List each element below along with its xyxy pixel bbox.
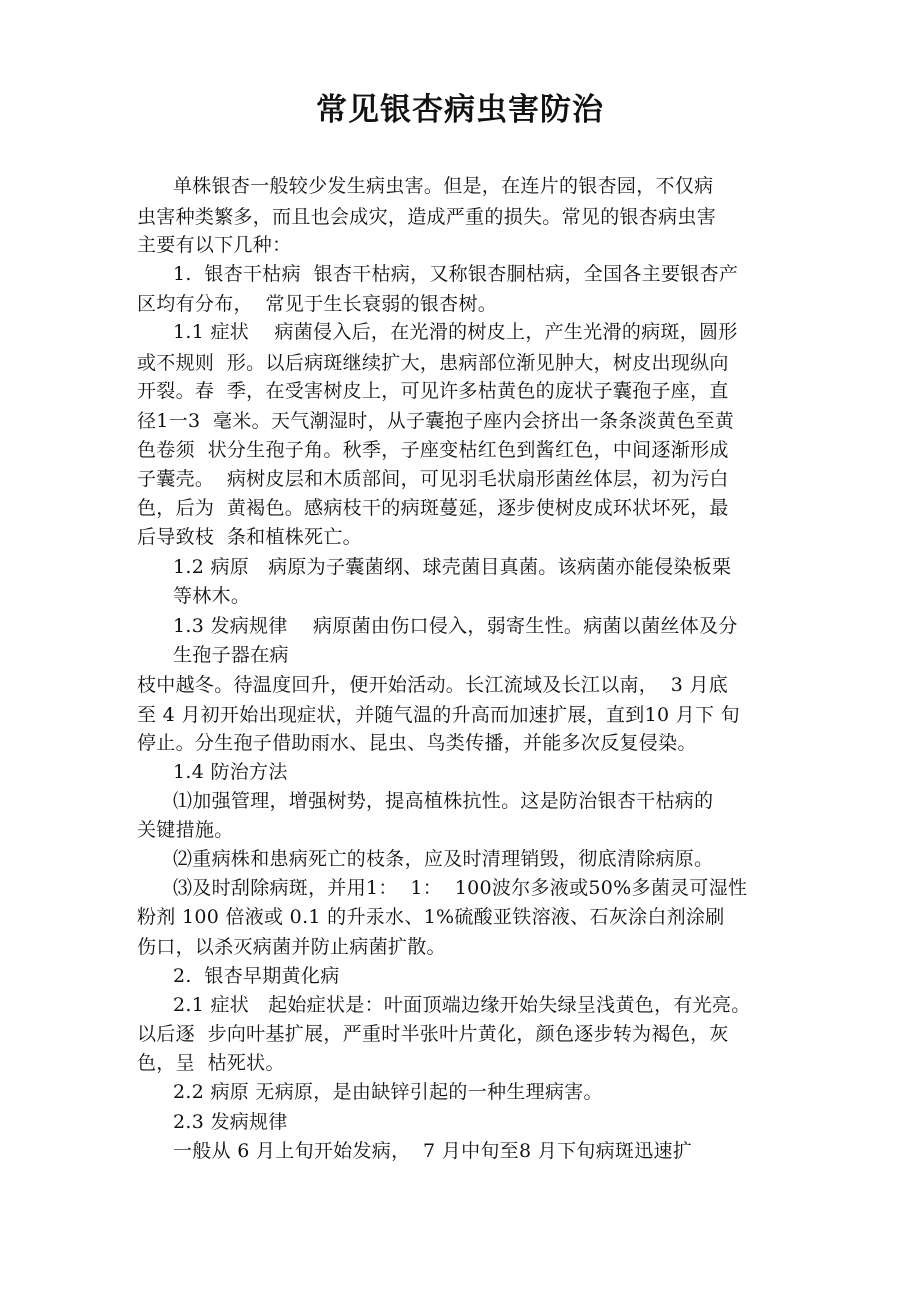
paragraph-line: 子囊壳。 病树皮层和木质部间，可见羽毛状扇形菌丝体层，初为污白 [137, 468, 729, 490]
paragraph-line: 色卷须 状分生孢子角。秋季，子座变枯红色到酱红色，中间逐渐形成 [137, 439, 729, 461]
paragraph-line: 伤口，以杀灭病菌并防止病菌扩散。 [137, 936, 446, 958]
paragraph-line: ⑶及时刮除病斑，并用1： 1： 100波尔多液或50%多菌灵可湿性 [173, 877, 748, 899]
paragraph-line: 色，后为 黄褐色。感病枝干的病斑蔓延，逐步使树皮成环状坏死，最 [137, 497, 729, 519]
paragraph-line: 1.3 发病规律 病原菌由伤口侵入，弱寄生性。病菌以菌丝体及分 [173, 615, 738, 637]
paragraph-line: 以后逐 步向叶基扩展，严重时半张叶片黄化，颜色逐步转为褐色，灰 [137, 1023, 729, 1045]
paragraph-line: 一般从 6 月上旬开始发病， 7 月中旬至8 月下旬病斑迅速扩 [173, 1140, 693, 1162]
paragraph-line: 径1一3 毫米。天气潮湿时，从子囊抱子座内会挤出一条条淡黄色至黄 [137, 410, 735, 432]
paragraph-line: 1.4 防治方法 [173, 761, 288, 783]
paragraph-line: 区均有分布， 常见于生长衰弱的银杏树。 [137, 293, 498, 315]
paragraph-line: 2. 银杏早期黄化病 [173, 965, 340, 987]
paragraph-line: 单株银杏一般较少发生病虫害。但是，在连片的银杏园，不仅病 [173, 175, 714, 197]
paragraph-line: 1.2 病原 病原为子囊菌纲、球壳菌目真菌。该病菌亦能侵染板栗 [173, 556, 732, 578]
paragraph-line: 开裂。春 季，在受害树皮上，可见许多枯黄色的庞状子囊孢子座，直 [137, 380, 729, 402]
document-title: 常见银杏病虫害防治 [316, 92, 604, 128]
paragraph-line: 等林木。 [173, 585, 251, 607]
paragraph-line: ⑵重病株和患病死亡的枝条，应及时清理销毁，彻底清除病原。 [173, 848, 714, 870]
paragraph-line: 生孢子器在病 [173, 644, 289, 666]
paragraph-line: 关键措施。 [137, 819, 234, 841]
paragraph-line: 1. 银杏干枯病 银杏干枯病，又称银杏胴枯病，全国各主要银杏产 [173, 263, 739, 285]
paragraph-line: 2.3 发病规律 [173, 1111, 288, 1133]
paragraph-line: 2.2 病原 无病原，是由缺锌引起的一种生理病害。 [173, 1081, 603, 1103]
paragraph-line: 虫害种类繁多，而且也会成灾，造成严重的损失。常见的银杏病虫害 [137, 206, 717, 228]
paragraph-line: 色，呈 枯死状。 [137, 1052, 285, 1074]
paragraph-line: ⑴加强管理，增强树势，提高植株抗性。这是防治银杏干枯病的 [173, 790, 714, 812]
paragraph-line: 或不规则 形。以后病斑继续扩大，患病部位渐见肿大，树皮出现纵向 [137, 352, 729, 374]
paragraph-line: 后导致枝 条和植株死亡。 [137, 526, 362, 548]
paragraph-line: 主要有以下几种： [137, 234, 292, 256]
paragraph-line: 枝中越冬。待温度回升，便开始活动。长江流域及长江以南， 3 月底 [137, 674, 729, 696]
paragraph-line: 粉剂 100 倍液或 0.1 的升汞水、1%硫酸亚铁溶液、石灰涂白剂涂刷 [137, 906, 725, 928]
paragraph-line: 2.1 症状 起始症状是：叶面顶端边缘开始失绿呈浅黄色，有光亮。 [173, 994, 751, 1016]
paragraph-line: 1.1 症状 病菌侵入后，在光滑的树皮上，产生光滑的病斑，圆形 [173, 321, 738, 343]
paragraph-line: 停止。分生孢子借助雨水、昆虫、鸟类传播，并能多次反复侵染。 [137, 732, 697, 754]
paragraph-line: 至 4 月初开始出现症状，并随气温的升高而加速扩展，直到10 月下 旬 [137, 704, 740, 726]
